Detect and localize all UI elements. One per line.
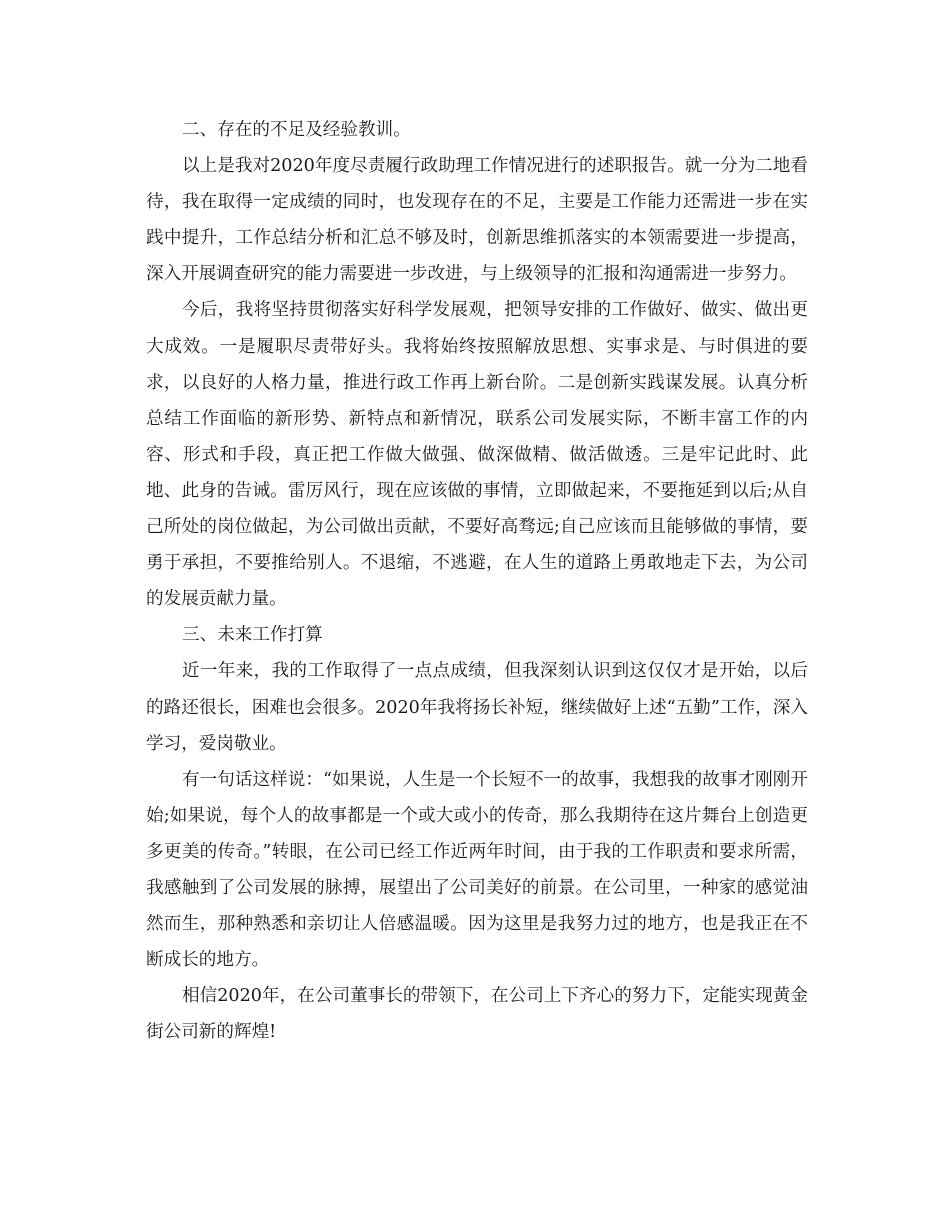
- paragraph-past-year: 近一年来，我的工作取得了一点点成绩，但我深刻认识到这仅仅才是开始，以后的路还很长，困难也会很多。2020年我将扬长补短，继续做好上述“五勤”工作，深入学习，爱岗敬业。: [146, 661, 808, 754]
- paragraph-self-assessment: 以上是我对2020年度尽责履行政助理工作情况进行的述职报告。就一分为二地看待，我在取得一定成绩的同时，也发现存在的不足，主要是工作能力还需进一步在实践中提升，工作总结分析和汇总不够及时，创新思维抓落实的本领需要进一步提高，深入开展调查研究的能力需要进一步改进，与上级领导的汇报和沟通需进一步努力。: [146, 156, 808, 285]
- section-heading-shortcomings: 二、存在的不足及经验教训。: [182, 120, 411, 140]
- paragraph-future-commitment: 今后，我将坚持贯彻落实好科学发展观，把领导安排的工作做好、做实、做出更大成效。一是履职尽责带好头。我将始终按照解放思想、实事求是、与时俱进的要求，以良好的人格力量，推进行政工作再上新台阶。二是创新实践谋发展。认真分析总结工作面临的新形势、新特点和新情况，联系公司发展实际，不断丰富工作的内容、形式和手段，真正把工作做大做强、做深做精、做活做透。三是牢记此时、此地、此身的告诫。雷厉风行，现在应该做的事情，立即做起来，不要拖延到以后;从自己所处的岗位做起，为公司做出贡献，不要好高骛远;自己应该而且能够做的事情，要勇于承担，不要推给别人。不退缩，不逃避，在人生的道路上勇敢地走下去，为公司的发展贡献力量。: [146, 300, 808, 610]
- paragraph-closing: 相信2020年，在公司董事长的带领下，在公司上下齐心的努力下，定能实现黄金街公司新的辉煌!: [146, 986, 808, 1043]
- document-body: [146, 112, 808, 1050]
- section-heading-future-plans: 三、未来工作打算: [182, 625, 323, 646]
- paragraph-story-quote: 有一句话这样说：“如果说，人生是一个长短不一的故事，我想我的故事才刚刚开始;如果说，每个人的故事都是一个或大或小的传奇，那么我期待在这片舞台上创造更多更美的传奇。”转眼，在公司已经工作近两年时间，由于我的工作职责和要求所需，我感触到了公司发展的脉搏，展望出了公司美好的前景。在公司里，一种家的感觉油然而生，那种熟悉和亲切让人倍感温暖。因为这里是我努力过的地方，也是我正在不断成长的地方。: [146, 769, 808, 971]
